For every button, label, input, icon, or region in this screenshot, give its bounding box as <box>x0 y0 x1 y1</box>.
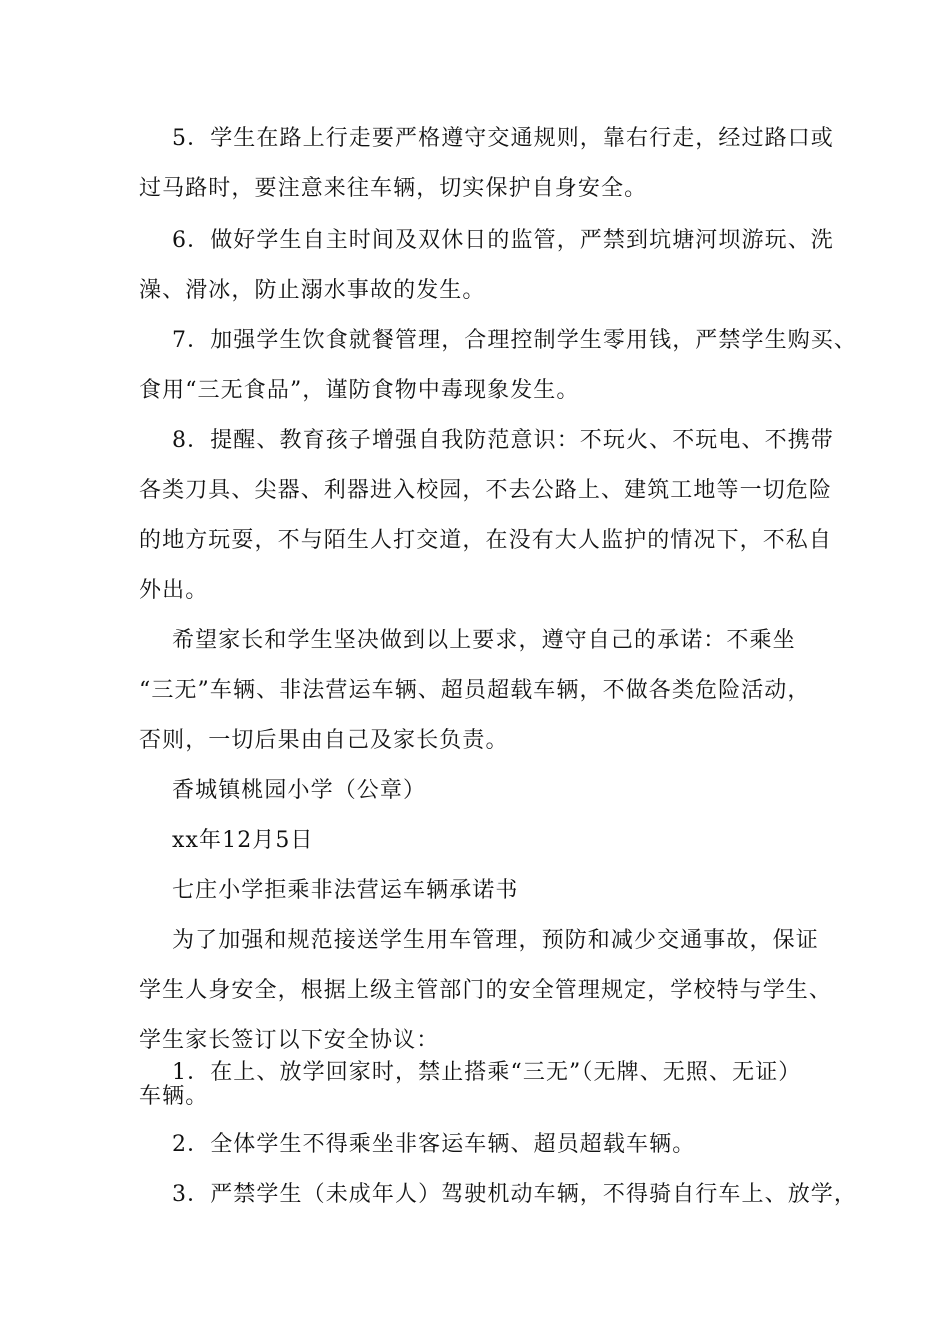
paragraph-line: 否则，一切后果由自己及家长负责。 <box>139 728 509 753</box>
paragraph-line: 希望家长和学生坚决做到以上要求，遵守自己的承诺：不乘坐 <box>172 628 796 653</box>
paragraph-line: 食用“三无食品”，谨防食物中毒现象发生。 <box>139 378 580 403</box>
paragraph-line: 6．做好学生自主时间及双休日的监管，严禁到坑塘河坝游玩、洗 <box>172 228 834 253</box>
paragraph-line: 5．学生在路上行走要严格遵守交通规则，靠右行走，经过路口或 <box>172 126 834 151</box>
paragraph-line: 学生人身安全，根据上级主管部门的安全管理规定，学校特与学生、 <box>139 978 833 1003</box>
paragraph-line: 1．在上、放学回家时，禁止搭乘“三无”（无牌、无照、无证） <box>172 1060 802 1085</box>
paragraph-line: “三无”车辆、非法营运车辆、超员超载车辆，不做各类危险活动， <box>139 678 811 703</box>
paragraph-line: 外出。 <box>139 578 209 603</box>
paragraph-line: 澡、滑冰，防止溺水事故的发生。 <box>139 278 486 303</box>
paragraph-line: 的地方玩耍，不与陌生人打交道，在没有大人监护的情况下，不私自 <box>139 528 833 553</box>
paragraph-line: 各类刀具、尖器、利器进入校园，不去公路上、建筑工地等一切危险 <box>139 478 833 503</box>
paragraph-line: 车辆。 <box>139 1084 209 1109</box>
paragraph-line: 3．严禁学生（未成年人）驾驶机动车辆，不得骑自行车上、放学， <box>172 1182 857 1207</box>
paragraph-line: 过马路时，要注意来往车辆，切实保护自身安全。 <box>139 176 648 201</box>
signature-date: xx年12月5日 <box>172 828 314 853</box>
paragraph-line: 学生家长签订以下安全协议： <box>139 1028 440 1053</box>
paragraph-line: 为了加强和规范接送学生用车管理，预防和减少交通事故，保证 <box>172 928 819 953</box>
section-title: 七庄小学拒乘非法营运车辆承诺书 <box>172 878 519 903</box>
signature-school: 香城镇桃园小学（公章） <box>172 778 427 803</box>
paragraph-line: 2．全体学生不得乘坐非客运车辆、超员超载车辆。 <box>172 1132 696 1157</box>
paragraph-line: 8．提醒、教育孩子增强自我防范意识：不玩火、不玩电、不携带 <box>172 428 834 453</box>
paragraph-line: 7．加强学生饮食就餐管理，合理控制学生零用钱，严禁学生购买、 <box>172 328 857 353</box>
